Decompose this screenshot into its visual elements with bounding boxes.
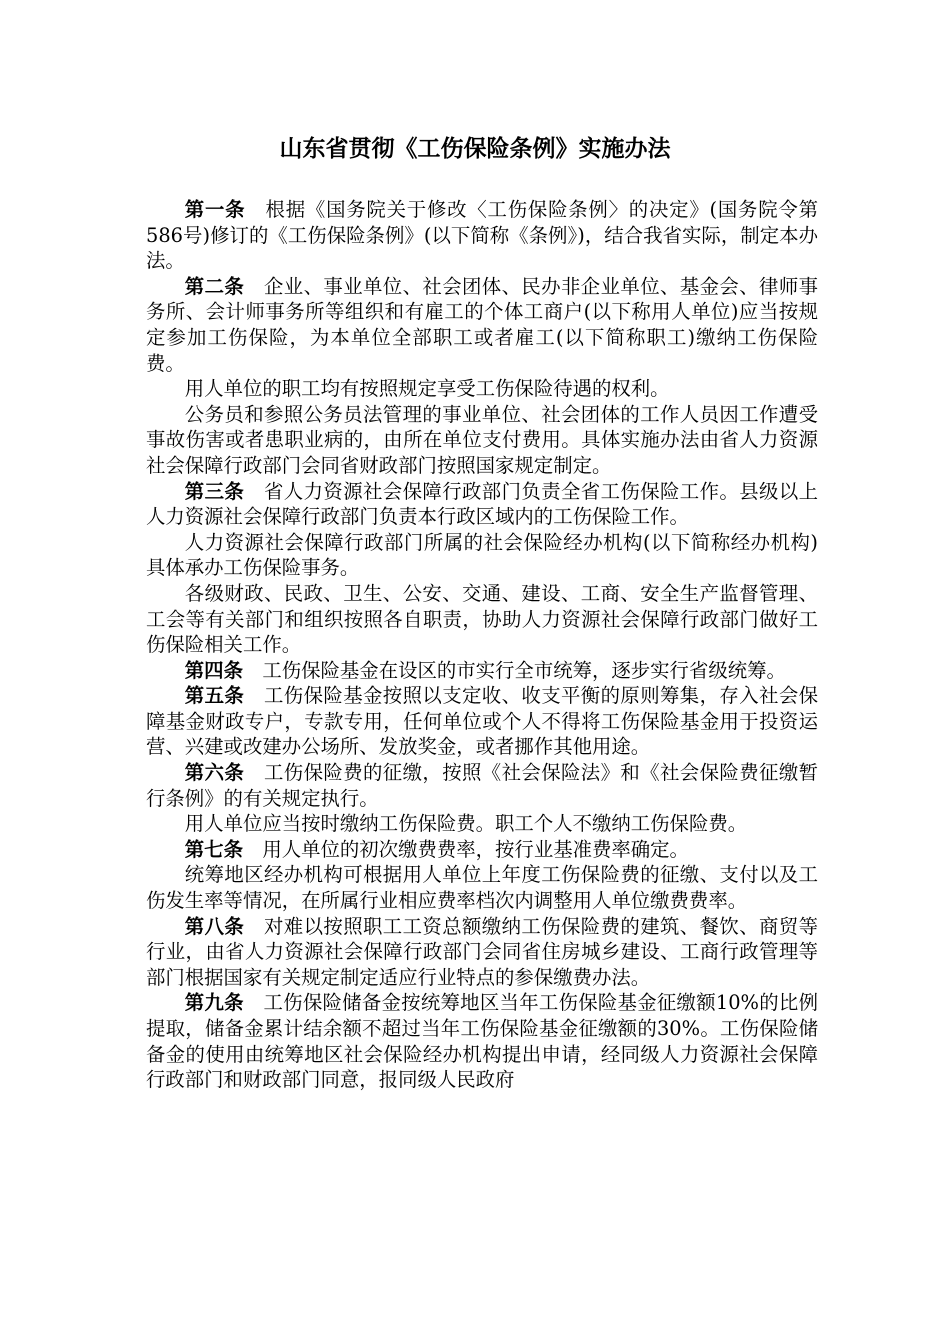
article-text: 用人单位应当按时缴纳工伤保险费。职工个人不缴纳工伤保险费。 (184, 812, 748, 836)
article-paragraph (146, 760, 818, 811)
article-text: 企业、事业单位、社会团体、民办非企业单位、基金会、律师事务所、会计师事务所等组织和有雇工的个体工商户(以下称用人单位)应当按规定参加工伤保险，为本单位全部职工或者雇工(以下简称职工)缴纳工伤保险费。 (146, 274, 819, 375)
article-number: 第三条 (184, 479, 245, 503)
article-gap (244, 761, 263, 784)
article-text: 工伤保险费的征缴，按照《社会保险法》和《社会保险费征缴暂行条例》的有关规定执行。 (146, 761, 819, 810)
article-text: 对难以按照职工工资总额缴纳工伤保险费的建筑、餐饮、商贸等行业，由省人力资源社会保障行政部门会同省住房城乡建设、工商行政管理等部门根据国家有关规定制定适应行业特点的参保缴费办法。 (146, 914, 819, 989)
article-gap (244, 275, 263, 298)
article-paragraph (146, 837, 818, 863)
article-gap (244, 991, 263, 1014)
article-number: 第五条 (184, 684, 245, 708)
article-text: 人力资源社会保障行政部门所属的社会保险经办机构(以下简称经办机构)具体承办工伤保险事务。 (146, 530, 818, 580)
article-paragraph (146, 862, 818, 913)
article-number: 第二条 (184, 274, 245, 298)
article-text: 工伤保险基金按照以支定收、收支平衡的原则筹集，存入社会保障基金财政专户，专款专用，任何单位或个人不得将工伤保险基金用于投资运营、兴建或改建办公场所、发放奖金，或者挪作其他用途。 (146, 684, 819, 759)
article-text: 用人单位的职工均有按照规定享受工伤保险待遇的权利。 (184, 377, 670, 401)
article-text: 省人力资源社会保障行政部门负责全省工伤保险工作。县级以上人力资源社会保障行政部门负责本行政区域内的工伤保险工作。 (146, 479, 819, 529)
article-text: 公务员和参照公务员法管理的事业单位、社会团体的工作人员因工作遭受事故伤害或者患职业病的，由所在单位支付费用。具体实施办法由省人力资源社会保障行政部门会同省财政部门按照国家规定制定。 (146, 402, 818, 477)
article-text: 根据《国务院关于修改〈工伤保险条例〉的决定》(国务院令第586号)修订的《工伤保险条例》(以下简称《条例》)，结合我省实际，制定本办法。 (146, 198, 818, 273)
article-paragraph (146, 376, 818, 402)
article-paragraph (146, 683, 818, 760)
article-gap (243, 838, 262, 861)
article-gap (245, 198, 264, 221)
article-number: 第九条 (184, 991, 244, 1015)
article-paragraph (146, 811, 818, 837)
article-paragraph (146, 581, 818, 658)
article-text: 各级财政、民政、卫生、公安、交通、建设、工商、安全生产监督管理、工会等有关部门和组织按照各自职责，协助人力资源社会保障行政部门做好工伤保险相关工作。 (146, 581, 818, 657)
article-gap (244, 684, 263, 707)
document-body (146, 197, 818, 1093)
article-gap (244, 480, 263, 503)
article-text: 统筹地区经办机构可根据用人单位上年度工伤保险费的征缴、支付以及工伤发生率等情况，在所属行业相应费率档次内调整用人单位缴费费率。 (146, 863, 818, 913)
article-number: 第四条 (184, 658, 243, 682)
article-paragraph (146, 402, 818, 479)
article-number: 第六条 (184, 761, 245, 785)
article-paragraph (146, 990, 818, 1092)
document-title: 山东省贯彻《工伤保险条例》实施办法 (279, 135, 671, 162)
article-text: 工伤保险基金在设区的市实行全市统筹，逐步实行省级统筹。 (262, 658, 786, 682)
article-paragraph (146, 658, 818, 684)
article-paragraph (146, 197, 818, 274)
article-number: 第一条 (184, 198, 246, 221)
article-gap (243, 659, 262, 682)
article-number: 第七条 (184, 837, 243, 861)
article-gap (244, 915, 263, 938)
article-paragraph (146, 914, 818, 991)
article-paragraph (146, 530, 818, 581)
article-paragraph (146, 274, 818, 376)
article-number: 第八条 (184, 914, 245, 938)
article-paragraph (146, 479, 818, 530)
article-text: 用人单位的初次缴费费率，按行业基准费率确定。 (262, 837, 689, 861)
article-text: 工伤保险储备金按统筹地区当年工伤保险基金征缴额10%的比例提取，储备金累计结余额不超过当年工伤保险基金征缴额的30%。工伤保险储备金的使用由统筹地区社会保险经办机构提出申请，经同级人力资源社会保障行政部门和财政部门同意，报同级人民政府 (146, 991, 818, 1092)
